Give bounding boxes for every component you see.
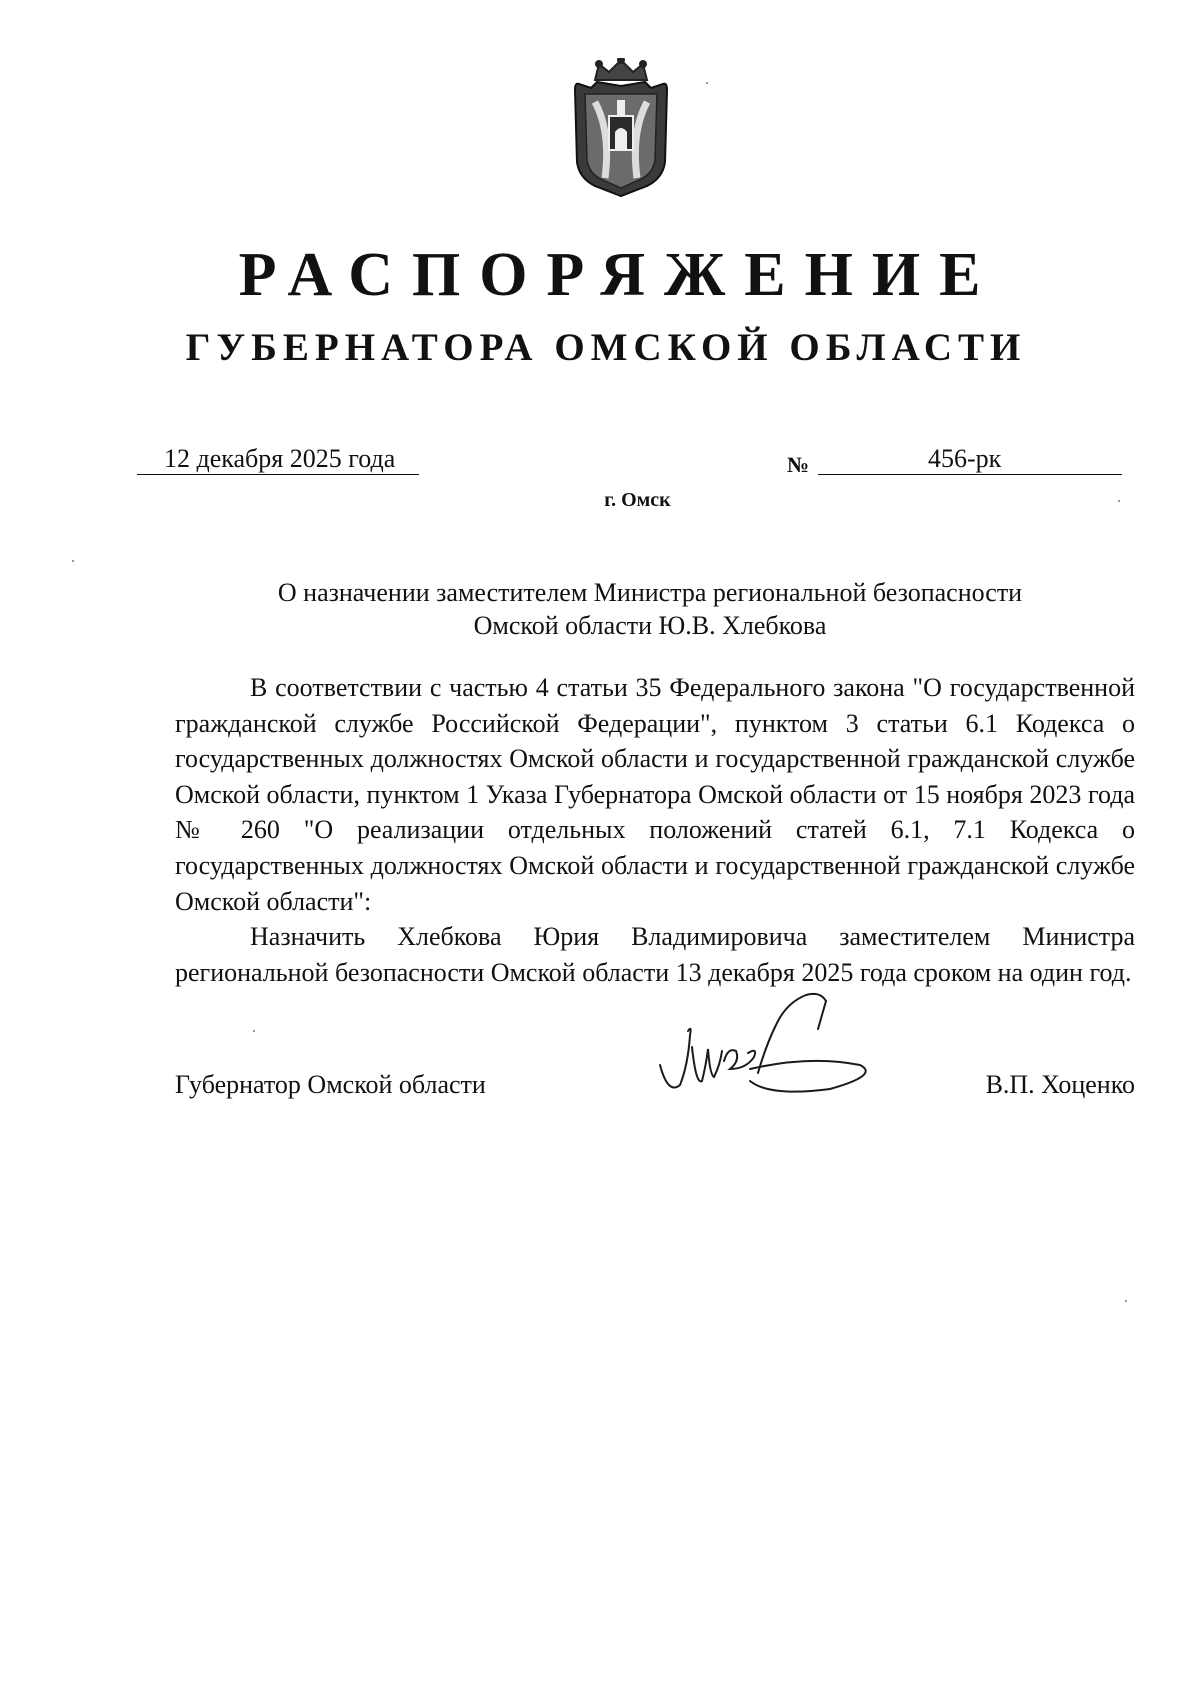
scan-speck: [706, 82, 708, 84]
city-label: г. Омск: [604, 489, 671, 511]
scan-speck: [1118, 500, 1120, 502]
coat-of-arms-icon: [565, 58, 677, 198]
document-date: 12 декабря 2025 года: [137, 444, 419, 475]
document-title: РАСПОРЯЖЕНИЕ: [238, 241, 1000, 309]
signatory-name: В.П. Хоценко: [985, 1070, 1135, 1099]
subject-line-2: Омской области Ю.В. Хлебкова: [473, 611, 827, 640]
document-subject: [170, 576, 1130, 642]
subject-line-1: О назначении заместителем Министра региональной безопасности: [277, 578, 1023, 607]
scan-speck: [253, 1030, 255, 1032]
body-paragraph-1: В соответствии с частью 4 статьи 35 Федерального закона "О государственной гражданской службе Российской Федерации", пунктом 3 статьи 6.1 Кодекса о государственных должностях Омской области и государственной гражданской службе Омской области, пунктом 1 Указа Губернатора Омской области от 15 ноября 2023 года № 260 "О реализации отдельных положений статей 6.1, 7.1 Кодекса о государственных должностях Омской области и государственной гражданской службе Омской области":: [175, 673, 1135, 916]
scan-speck: [1125, 1300, 1127, 1302]
body-paragraph-2: Назначить Хлебкова Юрия Владимировича заместителем Министра региональной безопасности Омской области 13 декабря 2025 года сроком на один год.: [175, 922, 1135, 987]
signatory-position: Губернатор Омской области: [175, 1070, 486, 1099]
document-body: [175, 670, 1135, 990]
number-sign: №: [787, 452, 810, 477]
scan-speck: [72, 560, 74, 562]
handwritten-signature-icon: [650, 985, 900, 1115]
document-subtitle: ГУБЕРНАТОРА ОМСКОЙ ОБЛАСТИ: [185, 326, 1027, 369]
document-number: 456-рк: [818, 444, 1122, 475]
